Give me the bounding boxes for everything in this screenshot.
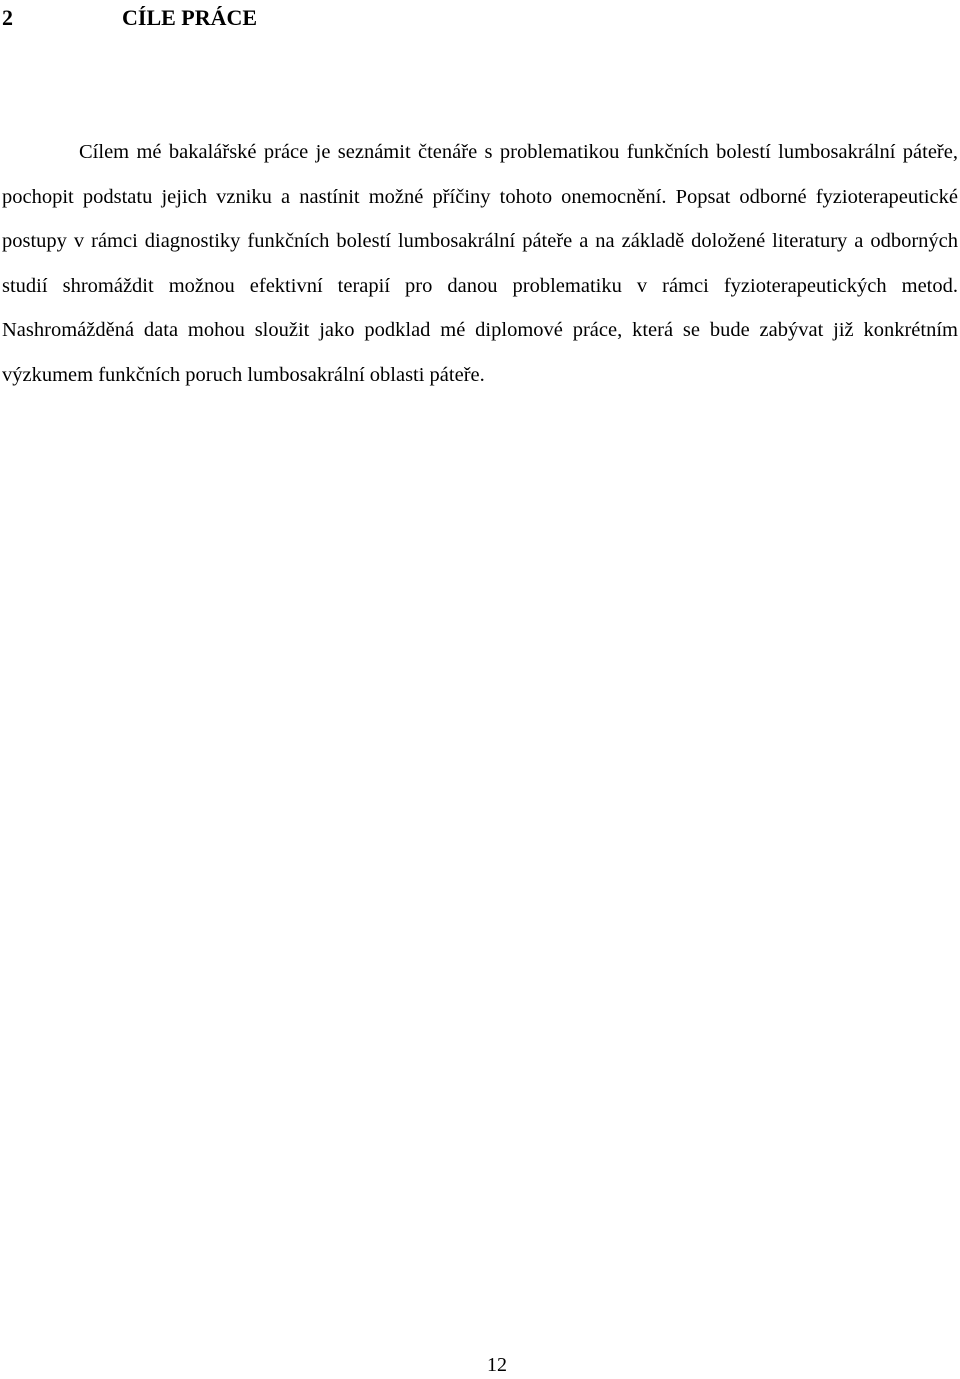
chapter-heading xyxy=(2,4,257,32)
chapter-number: 2 xyxy=(2,5,13,30)
body-paragraph: Cílem mé bakalářské práce je seznámit čtenáře s problematikou funkčních bolestí lumbosakrální páteře, pochopit podstatu jejich vzniku a nastínit možné příčiny tohoto onemocnění. Popsat odborné fyzioterapeutické postupy v rámci diagnostiky funkčních bolestí lumbosakrální páteře a na základě doložené literatury a odborných studií shromáždit možnou efektivní terapií pro danou problematiku v rámci fyzioterapeutických metod. Nashromážděná data mohou sloužit jako podklad mé diplomové práce, která se bude zabývat již konkrétním výzkumem funkčních poruch lumbosakrální oblasti páteře. xyxy=(2,141,958,386)
chapter-title: CÍLE PRÁCE xyxy=(122,5,258,30)
page-number: 12 xyxy=(487,1354,507,1376)
